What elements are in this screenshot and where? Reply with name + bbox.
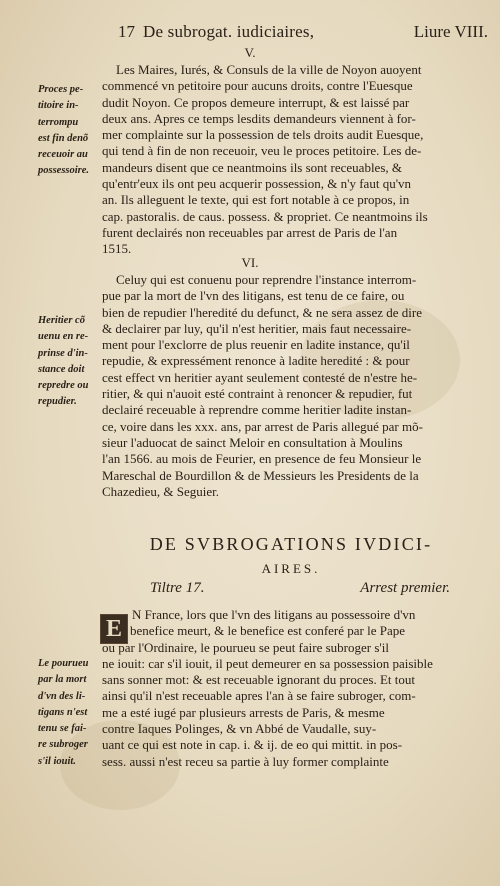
chapter-title: DE SVBROGATIONS IVDICI- [149,534,433,554]
text-line: ou par l'Ordinaire, le pourueu se peut faire subroger s'il [102,639,389,655]
text-line: ne iouit: car s'il iouit, il peut demeurer en sa possession paisible [102,655,433,671]
text-line: Mareschal de Bourdillon & de Messieurs les Presidents de la [102,467,419,483]
section-v-text [102,62,482,258]
running-header [118,22,488,44]
text-line: Les Maires, Iurés, & Consuls de la ville de Noyon auoyent [116,62,422,77]
chapter-title-continued: AIRES. [261,561,321,576]
text-line: ce, voire dans les xxx. ans, par arrest de Paris allegué par mõ- [102,418,423,434]
titre-label: Tiltre 17. [150,580,205,596]
text-line: commencé vn petitoire pour aucuns droits, contre l'Euesque [102,78,413,94]
text-line: bien de repudier l'heredité du defunct, & ne sera assez de dire [102,304,422,320]
section-numeral-v: V. [244,45,256,60]
text-line: ment pour l'exclorre de plus reuenir en ladite instance, qu'il [102,337,410,353]
text-line: sieur l'aduocat de sainct Meloir en consultation à Moulins [102,434,403,450]
text-line: ritier, & qui n'auoit esté contraint à renoncer & repudier, fut [102,386,413,402]
text-line: & declairer par luy, qu'il n'est heritier, mais faut necessaire- [102,320,412,336]
section-numeral-vi: VI. [241,255,259,270]
text-line: an. Ils alleguent le texte, qui est fort notable à ce propos, in [102,192,410,208]
text-line: N France, lors que l'vn des litigans au possessoire d'vn [132,607,416,622]
text-line: furent declairés non receuables par arrest de Paris de l'an [102,224,398,240]
text-line: pue par la mort de l'vn des litigans, est tenu de ce faire, ou [102,288,405,304]
text-line: declairé receuable à reprendre comme heritier ladite instan- [102,402,412,418]
text-line: mer complainte sur la possession de tels droits audit Euesque, [102,127,424,143]
text-line: uant ce qui est note in cap. i. & ij. de eo qui mittit. in pos- [102,737,403,753]
text-line: deux ans. Apres ce temps lesdits demandeurs viennent à for- [102,110,416,126]
side-note-v: Proces pe- titoire in- terrompu est fin denõ receuoir au possessoire. [38,84,90,177]
text-line: sans sonner mot: & est receuable ignorant du proces. Et tout [102,672,416,688]
text-line: qui tend à fin de non receuoir, veu le proces petitoire. Les de- [102,143,422,159]
title-line [150,580,450,598]
side-note-vi: Heritier cõ uenu en re- prinse d'in- stance doit repredre ou repudier. [38,315,89,408]
text-line: benefice meurt, & le benefice est conferé par le Pape [130,623,406,639]
text-line: dudit Noyon. Ce propos demeure interrupt, & est laissé par [102,94,410,110]
text-line: sess. aussi n'est receu sa partie à luy former complainte [102,753,389,769]
text-line: cap. pastoralis. de caus. possess. & propriet. Ce neantmoins ils [102,208,428,224]
text-line: l'an 1566. au mois de Feurier, en presence de feu Monsieur le [102,451,422,467]
book-label: Liure VIII. [413,22,488,41]
text-line: Chazedieu, & Seguier. [102,483,219,499]
arrest-text [102,607,482,770]
text-line: repudie, & expressément renonce à ladite heredité : & pour [102,353,410,369]
drop-cap: E [100,614,128,644]
text-line: Celuy qui est conuenu pour reprendre l'instance interrom- [116,272,417,287]
arrest-label: Arrest premier. [360,580,450,596]
section-vi-text [102,272,482,500]
page-number: 17 [118,22,135,41]
text-line: qu'entr'eux ils ont peu acquerir possession, & n'y faut qu'vn [102,176,412,192]
text-line: 1515. [102,241,132,257]
side-note-arrest: Le pourueu par la mort d'vn des li- tigans n'est tenu se fai- re subroger s'il iouit. [38,658,89,767]
text-line: contre Iaques Polinges, & vn Abbé de Vaudalle, suy- [102,721,377,737]
text-line: ainsi qu'il n'est receuable apres l'an à se faire subroger, com- [102,688,416,704]
text-line: mandeurs disent que ce neantmoins ils sont receuables, & [102,159,403,175]
running-title: De subrogat. iudiciaires, [143,22,315,41]
text-line: cest effect vn heritier ayant seulement contesté de n'estre he- [102,369,418,385]
text-line: me a esté iugé par plusieurs arrests de Paris, & mesme [102,704,385,720]
